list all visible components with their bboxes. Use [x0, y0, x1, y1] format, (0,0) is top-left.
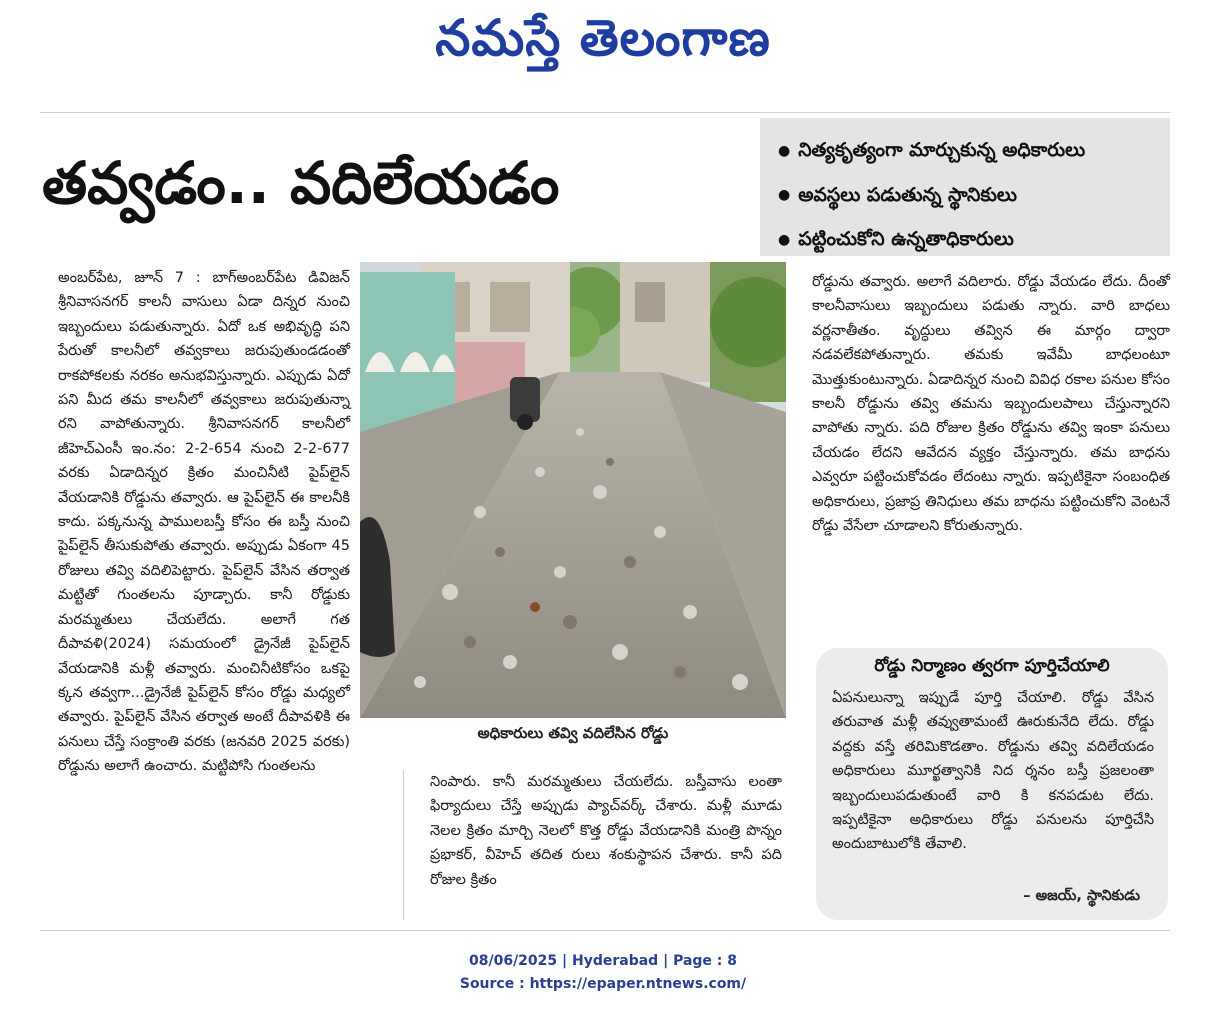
quote-box-title: రోడ్డు నిర్మాణం త్వరగా పూర్తిచేయాలి: [874, 656, 1110, 676]
article-column-3: [812, 270, 1170, 538]
highlight-item: ● పట్టించుకోని ఉన్నతాధికారులు: [778, 217, 1170, 262]
highlights-box: [760, 118, 1170, 256]
footer-source: Source : https://epaper.ntnews.com/: [459, 976, 747, 992]
column-text: అంబర్‌పేట, జూన్ 7 : బాగ్‌అంబర్‌పేట డివిజన్ శ్రీనివాసనగర్ కాలనీ వాసులు ఏడా దిన్నర నుంచి ఇబ్బందులు పడుతున్నారు. ఏదో ఒక అభివృద్ధి పని పేరుతో కాలనీలో తవ్వకాలు జరుపుతుండడంతో రాకపోకలకు నరకం అనుభవిస్తున్నారు. ఎప్పుడు ఏదో పని మీద తమ కాలనీలో తవ్వకాలు జరుపుతున్నా రని వాపోతున్నారు. శ్రీనివాసనగర్ కాలనీలో జీహెచ్‌ఎంసీ ఇం.నం: 2-2-654 నుంచి 2-2-677 వరకు ఏడాదిన్నర క్రితం మంచినీటి పైప్‌లైన్ వేయడానికి రోడ్డును తవ్వారు. ఆ పైప్‌లైన్ ఈ కాలనీకి కాదు. పక్కనున్న పాములబస్తీ కోసం ఈ బస్తీ నుంచి పైప్‌లైన్ తీసుకుపోతు తవ్వారు. అప్పుడు ఏకంగా 45 రోజులు తవ్వి వదిలిపెట్టారు. పైప్‌లైన్ వేసిన తర్వాత మట్టితో గుంతలను పూడ్చారు. కానీ రోడ్డుకు మరమ్మతులు చేయలేదు. అలాగే గత దీపావళి(2024) సమయంలో డ్రైనేజీ పైప్‌లైన్ వేయడానికి మళ్లీ తవ్వారు. మంచినీటికోసం ఒకపై క్కన తవ్వగా...డ్రైనేజీ పైప్‌లైన్ కోసం రోడ్డు మధ్యలో తవ్వారు. పైప్‌లైన్ వేసిన తర్వాత అంటే దీపావళికి ఈ పనులు చేస్తే సంక్రాంతి వరకు (జనవరి 2025 వరకు) రోడ్డును అలాగే ఉంచారు. మట్టిపోసి గుంతలను: [58, 270, 350, 775]
highlight-item: ● నిత్యకృత్యంగా మార్చుకున్న అధికారులు: [778, 128, 1170, 173]
footer-dateline: 08/06/2025 | Hyderabad | Page : 8: [468, 953, 738, 969]
column-divider: [403, 770, 404, 920]
road-photo: [360, 262, 786, 718]
column-text: నింపారు. కానీ మరమ్మతులు చేయలేదు. బస్తీవాసు లంతా ఫిర్యాదులు చేస్తే అప్పుడు ప్యాచ్‌వర్క్ చేశారు. మళ్లీ మూడు నెలల క్రితం మార్చి నెలలో కొత్త రోడ్డు వేయడానికి మంత్రి పొన్నం ప్రభాకర్, వీహెచ్ తదిత రులు శంకుస్థాపన చేశారు. కానీ పది రోజుల క్రితం: [430, 774, 782, 888]
column-text: రోడ్డును తవ్వారు. అలాగే వదిలారు. రోడ్డు వేయడం లేదు. దీంతో కాలనీవాసులు ఇబ్బందులు పడుతు న్నారు. వారి బాధలు వర్ణనాతీతం. వృద్ధులు తవ్విన ఈ మార్గం ద్వారా నడవలేకపోతున్నారు. తమకు ఇవేమీ బాధలంటూ మొత్తుకుంటున్నారు. ఏడాదిన్నర నుంచి వివిధ రకాల పనుల కోసం కాలనీ రోడ్డును తవ్వి తమను ఇబ్బందులపాలు చేస్తున్నారని వాపోతు న్నారు. పది రోజుల క్రితం రోడ్డును తవ్వి ఇంకా పనులు చేయడం లేదని ఆవేదన వ్యక్తం చేస్తున్నారు. తమ బాధను ఎవ్వరూ పట్టించుకోవడం లేదంటు న్నారు. ఇప్పటికైనా సంబంధిత అధికారులు, ప్రజాప్ర తినిధులు తమ బాధను పట్టించుకోని వెంటనే రోడ్డు వేసేలా చూడాలని కోరుతున్నారు.: [812, 274, 1170, 535]
article-column-2: [430, 770, 782, 892]
masthead-title: నమస్తే తెలంగాణ: [435, 8, 771, 67]
article-headline: తవ్వడం.. వదిలేయడం: [42, 149, 560, 217]
highlight-item: ● అవస్థలు పడుతున్న స్థానికులు: [778, 173, 1170, 218]
quote-box-body: ఏపనులున్నా ఇప్పుడే పూర్తి చేయాలి. రోడ్డు వేసిన తరువాత మళ్లీ తవ్వుతామంటే ఊరుకునేది లేదు. రోడ్డు వద్దకు వస్తే తరిమికొడతాం. రోడ్డును తవ్వి వదిలేయడం అధికారులు మూర్ఖత్వానికి నిద ర్శనం బస్తీ ప్రజలంతా ఇబ్బందులుపడుతుంటే వారి కి కనపడుట లేదు. ఇప్పటికైనా అధికారులు రోడ్డు పనులను పూర్తిచేసి అందుబాటులోకి తేవాలి.: [832, 690, 1154, 853]
article-column-1: [58, 266, 350, 779]
photo-caption: అధికారులు తవ్వి వదిలేసిన రోడ్డు: [477, 724, 669, 742]
bottom-divider: [40, 930, 1170, 931]
quote-box: [816, 648, 1168, 920]
quote-box-signature: – అజయ్, స్థానికుడు: [1023, 888, 1140, 904]
